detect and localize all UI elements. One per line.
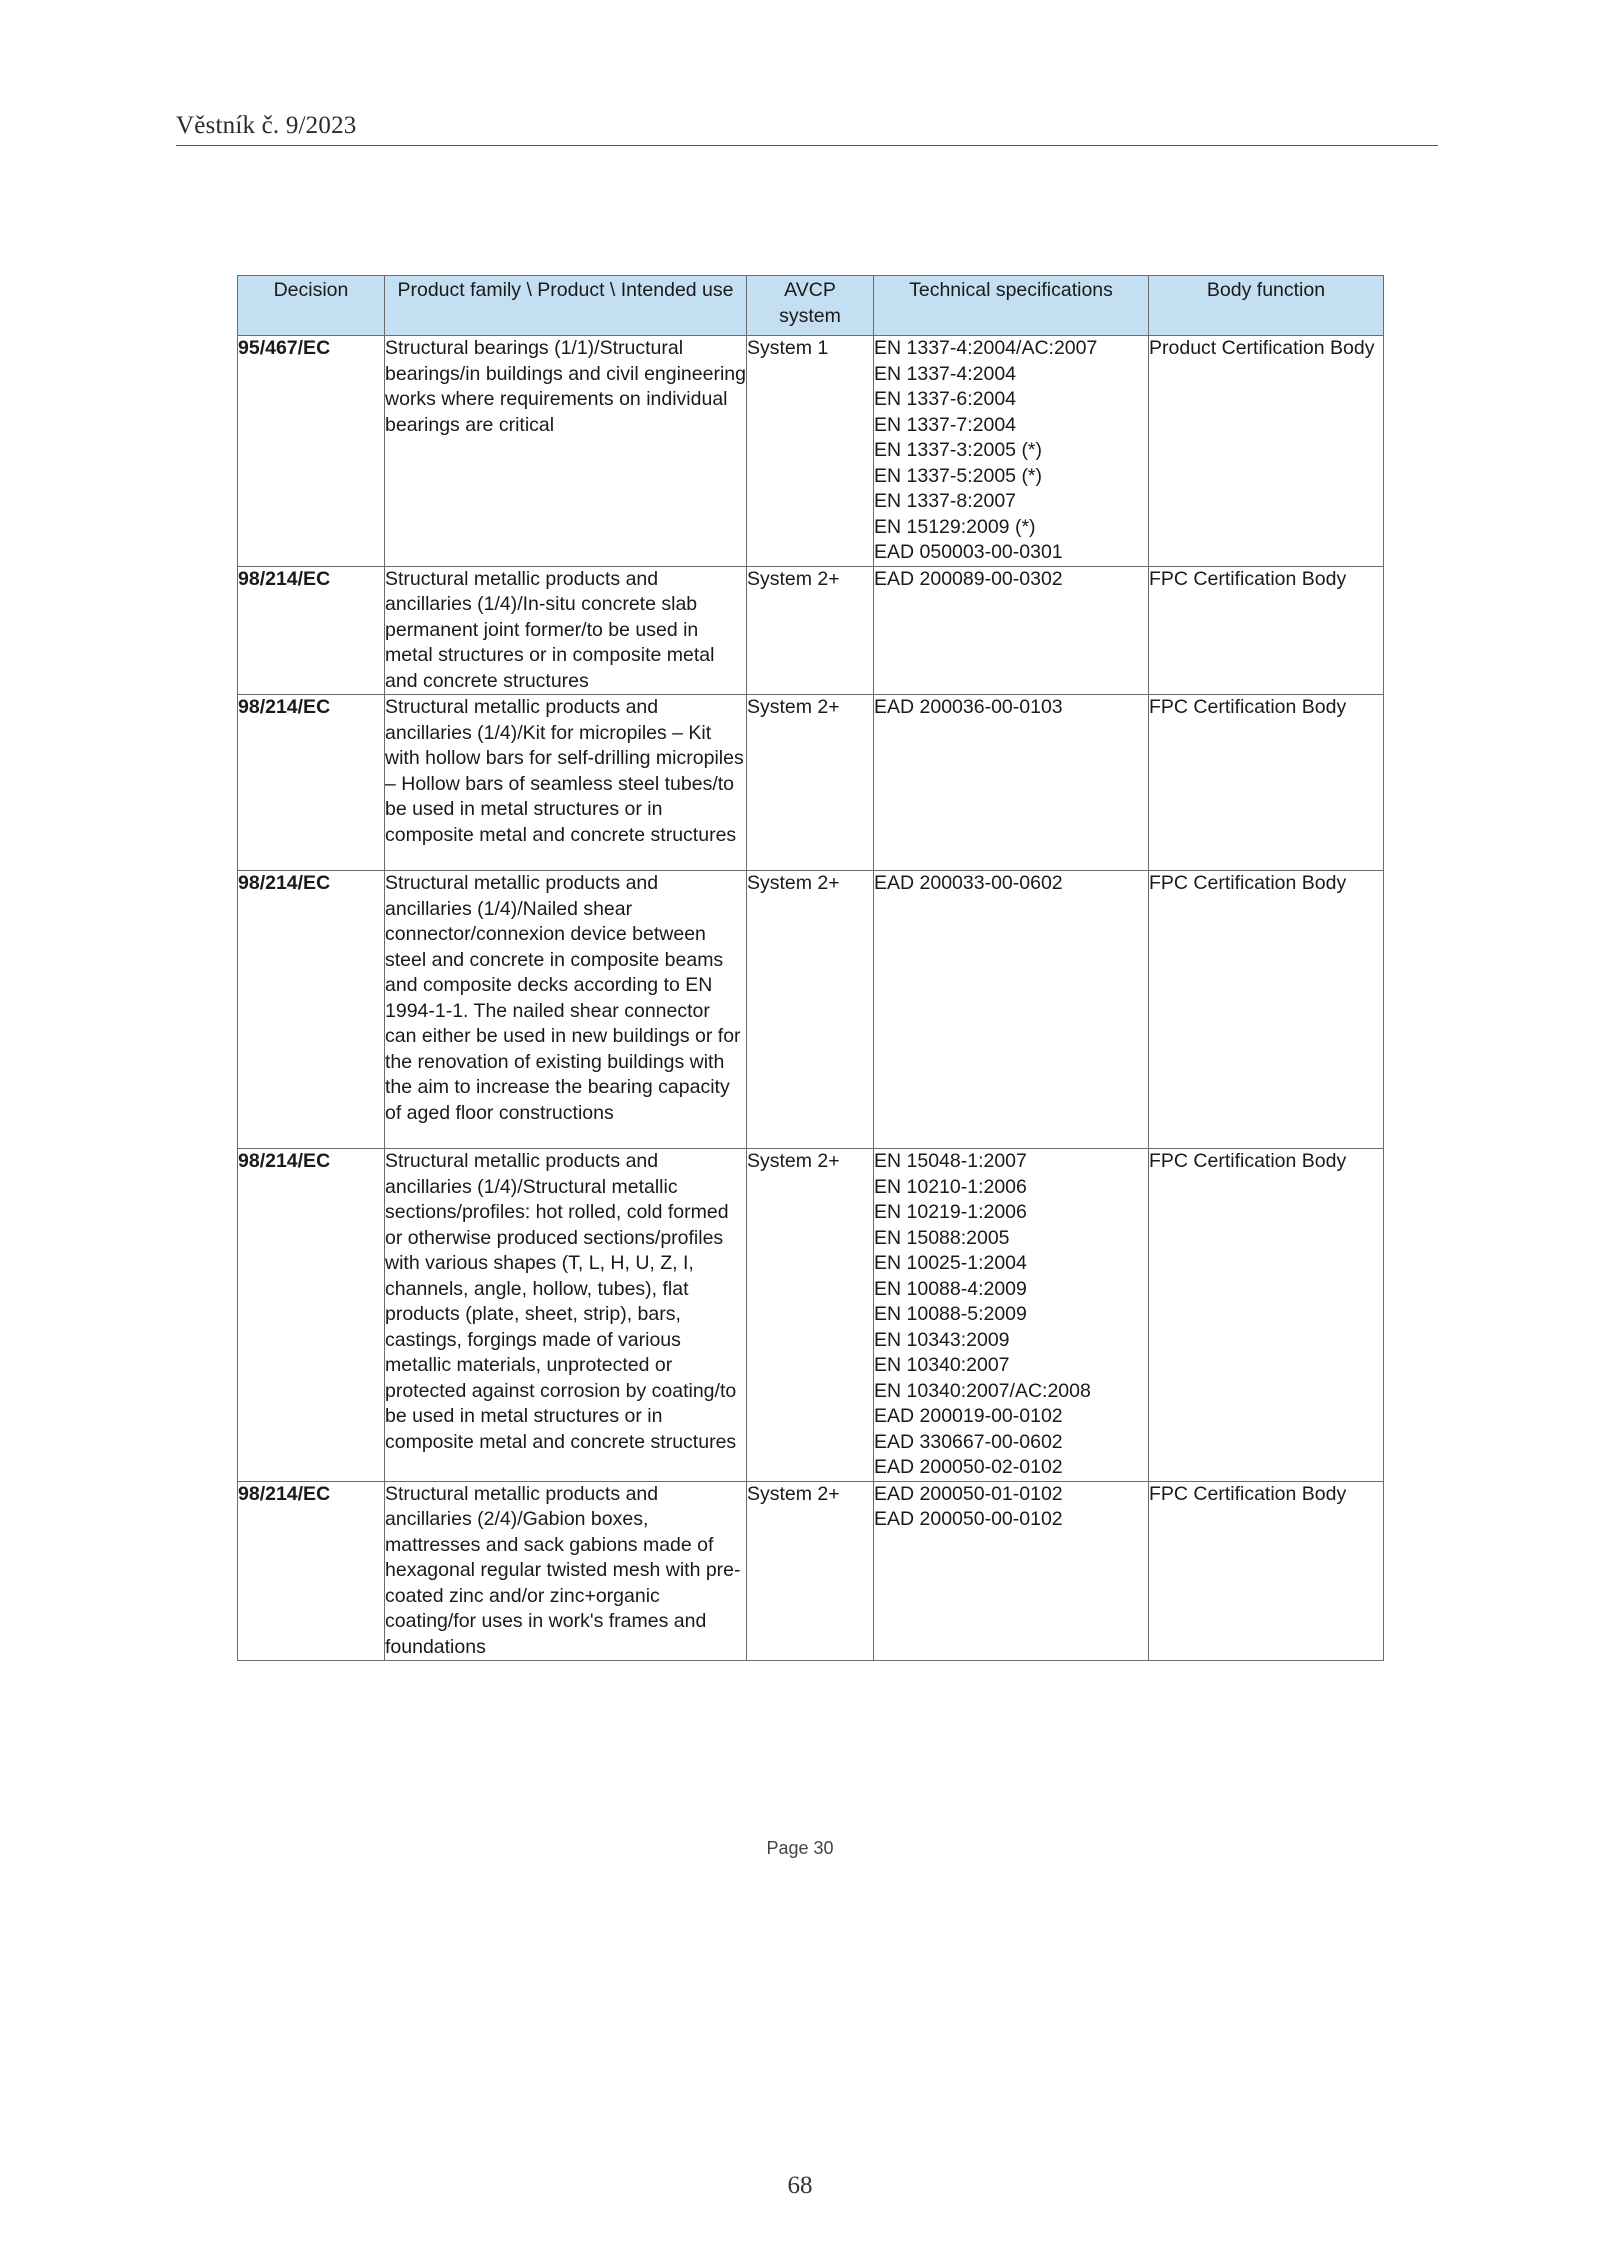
- spec-line: EN 15129:2009 (*): [874, 515, 1036, 538]
- body-function-cell: FPC Certification Body: [1149, 1481, 1384, 1661]
- avcp-cell: System 1: [747, 336, 874, 567]
- spec-line: EN 10340:2007/AC:2008: [874, 1379, 1091, 1402]
- column-header-body-function: Body function: [1149, 276, 1384, 336]
- specifications-cell: [874, 871, 1149, 1149]
- body-function-cell: FPC Certification Body: [1149, 1149, 1384, 1482]
- body-function-cell: Product Certification Body: [1149, 336, 1384, 567]
- body-function-cell: FPC Certification Body: [1149, 566, 1384, 695]
- spec-line: EN 10343:2009: [874, 1328, 1010, 1351]
- specifications-cell: [874, 336, 1149, 567]
- spec-line: EN 10340:2007: [874, 1354, 1010, 1376]
- product-cell: Structural metallic products and ancillaries (1/4)/Nailed shear connector/connexion device between steel and concrete in composite beams and composite decks according to EN 1994-1-1. The nailed shear connector can either be used in new buildings or for the renovation of existing buildings with the aim to increase the bearing capacity of aged floor constructions: [385, 871, 747, 1149]
- table-row: [238, 336, 1384, 567]
- decision-cell: 98/214/EC: [238, 695, 385, 871]
- spec-line: EAD 050003-00-0301: [874, 541, 1063, 563]
- spec-line: EN 1337-3:2005 (*): [874, 439, 1043, 461]
- spec-line: EN 1337-5:2005 (*): [874, 464, 1043, 487]
- spec-line: EAD 200033-00-0602: [874, 872, 1063, 894]
- avcp-cell: System 2+: [747, 695, 874, 871]
- table-row: [238, 871, 1384, 1149]
- spec-line: EN 10210-1:2006: [874, 1175, 1027, 1198]
- body-function-cell: FPC Certification Body: [1149, 871, 1384, 1149]
- product-cell: Structural metallic products and ancillaries (1/4)/Kit for micropiles – Kit with hollow bars for self-drilling micropiles – Hollow bars of seamless steel tubes/to be used in metal structures or in composite metal and concrete structures: [385, 695, 747, 871]
- spec-line: EN 1337-4:2004/AC:2007: [874, 337, 1098, 359]
- decision-cell: 98/214/EC: [238, 871, 385, 1149]
- specifications-cell: [874, 1149, 1149, 1482]
- specifications-cell: [874, 1481, 1149, 1661]
- running-header-title: Věstník č. 9/2023: [176, 112, 357, 139]
- avcp-cell: System 2+: [747, 1481, 874, 1661]
- inner-page-label: Page 30: [766, 1838, 834, 1858]
- avcp-cell: System 2+: [747, 871, 874, 1149]
- column-header-specifications: Technical specifications: [874, 276, 1149, 336]
- column-header-avcp: AVCP system: [747, 276, 874, 336]
- avcp-cell: System 2+: [747, 1149, 874, 1482]
- spec-line: EAD 200036-00-0103: [874, 696, 1063, 718]
- spec-line: EN 1337-4:2004: [874, 362, 1017, 385]
- table-row: [238, 695, 1384, 871]
- table-row: [238, 1481, 1384, 1661]
- product-specification-table: [237, 275, 1384, 1661]
- body-function-cell: FPC Certification Body: [1149, 695, 1384, 871]
- spec-line: EN 1337-6:2004: [874, 388, 1017, 410]
- table-row: [238, 1149, 1384, 1482]
- spec-line: EAD 200019-00-0102: [874, 1405, 1063, 1427]
- avcp-cell: System 2+: [747, 566, 874, 695]
- header-rule: [176, 145, 1438, 146]
- product-cell: Structural metallic products and ancillaries (1/4)/In-situ concrete slab permanent joint former/to be used in metal structures or in composite metal and concrete structures: [385, 566, 747, 695]
- spec-line: EN 10219-1:2006: [874, 1201, 1027, 1223]
- product-cell: Structural bearings (1/1)/Structural bearings/in buildings and civil engineering works where requirements on individual bearings are critical: [385, 336, 747, 567]
- specifications-cell: [874, 695, 1149, 871]
- spec-line: EN 10025-1:2004: [874, 1252, 1027, 1274]
- page-number: 68: [787, 2172, 813, 2199]
- decision-cell: 98/214/EC: [238, 1481, 385, 1661]
- product-cell: Structural metallic products and ancillaries (1/4)/Structural metallic sections/profiles: hot rolled, cold formed or otherwise produced sections/profiles with various shapes (T, L, H, U, Z, I, channels, angle, hollow, tubes), flat products (plate, sheet, strip), bars, castings, forgings made of various metallic materials, unprotected or protected against corrosion by coating/to be used in metal structures or in composite metal and concrete structures: [385, 1149, 747, 1482]
- decision-cell: 98/214/EC: [238, 1149, 385, 1482]
- product-cell: Structural metallic products and ancillaries (2/4)/Gabion boxes, mattresses and sack gabions made of hexagonal regular twisted mesh with pre-coated zinc and/or zinc+organic coating/for uses in work's frames and foundations: [385, 1481, 747, 1661]
- specifications-cell: [874, 566, 1149, 695]
- spec-line: EN 1337-8:2007: [874, 490, 1017, 512]
- column-header-decision: Decision: [238, 276, 385, 336]
- spec-line: EAD 200089-00-0302: [874, 567, 1063, 590]
- spec-line: EAD 330667-00-0602: [874, 1430, 1063, 1453]
- spec-line: EAD 200050-01-0102: [874, 1482, 1063, 1505]
- decision-cell: 98/214/EC: [238, 566, 385, 695]
- column-header-product: Product family \ Product \ Intended use: [385, 276, 747, 336]
- spec-line: EN 10088-4:2009: [874, 1277, 1027, 1300]
- table-row: [238, 566, 1384, 695]
- spec-line: EN 1337-7:2004: [874, 413, 1017, 436]
- spec-line: EN 10088-5:2009: [874, 1303, 1027, 1325]
- spec-line: EN 15048-1:2007: [874, 1150, 1027, 1172]
- table-header-row: [238, 276, 1384, 336]
- spec-line: EAD 200050-02-0102: [874, 1456, 1063, 1478]
- spec-line: EAD 200050-00-0102: [874, 1508, 1063, 1530]
- decision-cell: 95/467/EC: [238, 336, 385, 567]
- spec-line: EN 15088:2005: [874, 1226, 1010, 1249]
